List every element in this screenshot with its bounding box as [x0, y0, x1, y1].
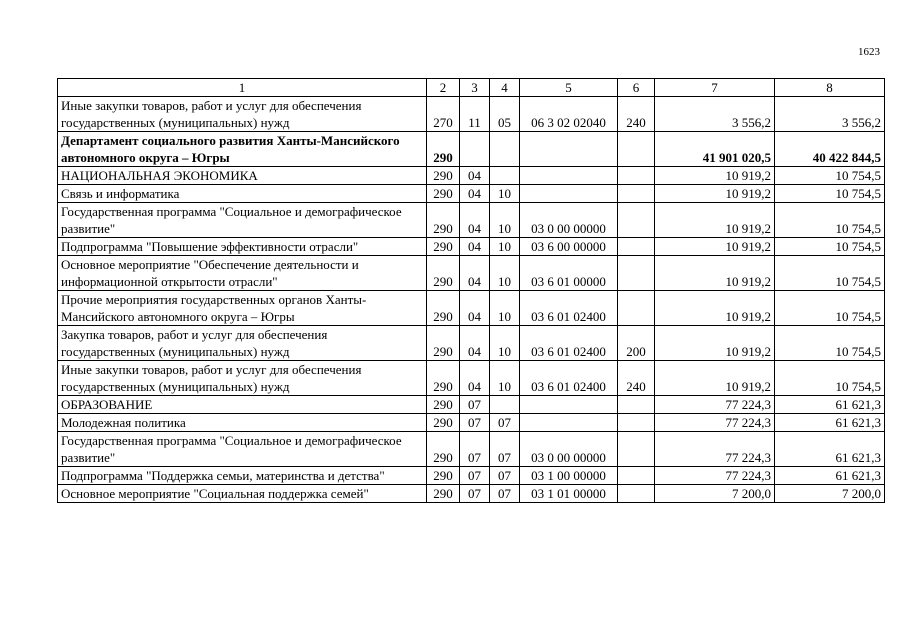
row-target-article: 03 0 00 00000 [520, 432, 618, 467]
row-ministry-code: 290 [427, 167, 460, 185]
table-header-row [58, 79, 885, 97]
table-row [58, 432, 885, 467]
row-subsection-code: 10 [490, 256, 520, 291]
row-section-code: 11 [460, 97, 490, 132]
row-amount-year1: 7 200,0 [655, 485, 775, 503]
row-amount-year1: 41 901 020,5 [655, 132, 775, 167]
row-ministry-code: 290 [427, 485, 460, 503]
row-section-code: 04 [460, 167, 490, 185]
row-subsection-code: 10 [490, 185, 520, 203]
row-target-article: 03 0 00 00000 [520, 203, 618, 238]
row-expense-type [618, 185, 655, 203]
row-expense-type [618, 238, 655, 256]
row-amount-year1: 10 919,2 [655, 361, 775, 396]
row-expense-type [618, 396, 655, 414]
row-amount-year1: 77 224,3 [655, 432, 775, 467]
row-name: Молодежная политика [58, 414, 427, 432]
row-subsection-code: 10 [490, 326, 520, 361]
row-subsection-code: 10 [490, 291, 520, 326]
row-section-code: 07 [460, 485, 490, 503]
row-expense-type [618, 485, 655, 503]
row-target-article: 03 6 01 02400 [520, 361, 618, 396]
row-name: Подпрограмма "Поддержка семьи, материнства и детства" [58, 467, 427, 485]
row-section-code: 04 [460, 256, 490, 291]
row-ministry-code: 290 [427, 432, 460, 467]
row-expense-type: 240 [618, 97, 655, 132]
column-header: 7 [655, 79, 775, 97]
row-ministry-code: 290 [427, 291, 460, 326]
row-name: Департамент социального развития Ханты-Мансийского автономного округа – Югры [58, 132, 427, 167]
row-name: Иные закупки товаров, работ и услуг для обеспечения государственных (муниципальных) нужд [58, 97, 427, 132]
table-row [58, 97, 885, 132]
table-row [58, 256, 885, 291]
table-row [58, 396, 885, 414]
row-ministry-code: 290 [427, 396, 460, 414]
row-section-code: 04 [460, 238, 490, 256]
row-ministry-code: 290 [427, 326, 460, 361]
row-section-code: 07 [460, 467, 490, 485]
row-amount-year1: 10 919,2 [655, 238, 775, 256]
row-ministry-code: 270 [427, 97, 460, 132]
row-subsection-code: 10 [490, 203, 520, 238]
row-section-code: 04 [460, 203, 490, 238]
row-ministry-code: 290 [427, 414, 460, 432]
row-name: Закупка товаров, работ и услуг для обеспечения государственных (муниципальных) нужд [58, 326, 427, 361]
row-target-article [520, 396, 618, 414]
row-name: Основное мероприятие "Социальная поддержка семей" [58, 485, 427, 503]
table-row [58, 185, 885, 203]
column-header: 2 [427, 79, 460, 97]
row-ministry-code: 290 [427, 132, 460, 167]
row-ministry-code: 290 [427, 238, 460, 256]
table-row [58, 291, 885, 326]
row-amount-year1: 10 919,2 [655, 167, 775, 185]
row-amount-year1: 10 919,2 [655, 185, 775, 203]
row-amount-year2: 3 556,2 [775, 97, 885, 132]
table-row [58, 167, 885, 185]
row-amount-year1: 10 919,2 [655, 291, 775, 326]
row-amount-year2: 10 754,5 [775, 185, 885, 203]
table-row [58, 132, 885, 167]
row-expense-type: 200 [618, 326, 655, 361]
row-name: Государственная программа "Социальное и демографическое развитие" [58, 203, 427, 238]
row-subsection-code: 05 [490, 97, 520, 132]
table-row [58, 414, 885, 432]
table-row [58, 326, 885, 361]
row-amount-year2: 10 754,5 [775, 291, 885, 326]
row-ministry-code: 290 [427, 467, 460, 485]
row-subsection-code: 07 [490, 432, 520, 467]
column-header: 6 [618, 79, 655, 97]
row-name: НАЦИОНАЛЬНАЯ ЭКОНОМИКА [58, 167, 427, 185]
row-amount-year1: 10 919,2 [655, 326, 775, 361]
row-amount-year2: 10 754,5 [775, 326, 885, 361]
row-section-code: 04 [460, 185, 490, 203]
row-expense-type [618, 203, 655, 238]
row-amount-year2: 40 422 844,5 [775, 132, 885, 167]
table-row [58, 361, 885, 396]
row-amount-year1: 10 919,2 [655, 256, 775, 291]
row-name: Связь и информатика [58, 185, 427, 203]
row-target-article: 03 6 01 02400 [520, 291, 618, 326]
row-amount-year1: 77 224,3 [655, 396, 775, 414]
row-expense-type: 240 [618, 361, 655, 396]
row-target-article: 06 3 02 02040 [520, 97, 618, 132]
row-subsection-code: 07 [490, 467, 520, 485]
row-expense-type [618, 256, 655, 291]
row-amount-year2: 61 621,3 [775, 414, 885, 432]
row-section-code [460, 132, 490, 167]
table-row [58, 203, 885, 238]
row-amount-year1: 10 919,2 [655, 203, 775, 238]
row-subsection-code: 10 [490, 361, 520, 396]
column-header: 8 [775, 79, 885, 97]
row-name: Подпрограмма "Повышение эффективности отрасли" [58, 238, 427, 256]
row-amount-year2: 61 621,3 [775, 396, 885, 414]
row-section-code: 07 [460, 396, 490, 414]
row-subsection-code [490, 132, 520, 167]
row-target-article [520, 185, 618, 203]
table-row [58, 485, 885, 503]
row-expense-type [618, 291, 655, 326]
row-expense-type [618, 467, 655, 485]
row-target-article: 03 1 00 00000 [520, 467, 618, 485]
row-section-code: 07 [460, 432, 490, 467]
row-target-article: 03 6 01 00000 [520, 256, 618, 291]
row-section-code: 04 [460, 361, 490, 396]
row-ministry-code: 290 [427, 185, 460, 203]
row-ministry-code: 290 [427, 256, 460, 291]
row-amount-year1: 77 224,3 [655, 467, 775, 485]
row-name: Прочие мероприятия государственных органов Ханты-Мансийского автономного округа – Югры [58, 291, 427, 326]
row-subsection-code: 07 [490, 485, 520, 503]
row-expense-type [618, 132, 655, 167]
column-header: 1 [58, 79, 427, 97]
row-target-article: 03 6 01 02400 [520, 326, 618, 361]
column-header: 3 [460, 79, 490, 97]
row-section-code: 04 [460, 291, 490, 326]
row-amount-year2: 10 754,5 [775, 167, 885, 185]
row-name: Основное мероприятие "Обеспечение деятельности и информационной открытости отрасли" [58, 256, 427, 291]
row-expense-type [618, 167, 655, 185]
row-amount-year2: 10 754,5 [775, 203, 885, 238]
column-header: 4 [490, 79, 520, 97]
row-subsection-code: 10 [490, 238, 520, 256]
row-target-article [520, 414, 618, 432]
page-number: 1623 [858, 46, 880, 58]
row-amount-year1: 77 224,3 [655, 414, 775, 432]
row-target-article [520, 132, 618, 167]
row-name: Иные закупки товаров, работ и услуг для обеспечения государственных (муниципальных) нужд [58, 361, 427, 396]
row-ministry-code: 290 [427, 361, 460, 396]
row-name: Государственная программа "Социальное и демографическое развитие" [58, 432, 427, 467]
row-target-article [520, 167, 618, 185]
row-amount-year2: 7 200,0 [775, 485, 885, 503]
row-amount-year2: 61 621,3 [775, 467, 885, 485]
row-expense-type [618, 432, 655, 467]
row-subsection-code [490, 167, 520, 185]
row-section-code: 07 [460, 414, 490, 432]
budget-table [57, 78, 885, 503]
row-name: ОБРАЗОВАНИЕ [58, 396, 427, 414]
row-amount-year2: 10 754,5 [775, 361, 885, 396]
row-subsection-code: 07 [490, 414, 520, 432]
row-section-code: 04 [460, 326, 490, 361]
row-amount-year2: 61 621,3 [775, 432, 885, 467]
row-amount-year2: 10 754,5 [775, 256, 885, 291]
row-ministry-code: 290 [427, 203, 460, 238]
row-expense-type [618, 414, 655, 432]
column-header: 5 [520, 79, 618, 97]
row-amount-year1: 3 556,2 [655, 97, 775, 132]
table-row [58, 467, 885, 485]
table-row [58, 238, 885, 256]
row-subsection-code [490, 396, 520, 414]
row-target-article: 03 6 00 00000 [520, 238, 618, 256]
row-target-article: 03 1 01 00000 [520, 485, 618, 503]
row-amount-year2: 10 754,5 [775, 238, 885, 256]
